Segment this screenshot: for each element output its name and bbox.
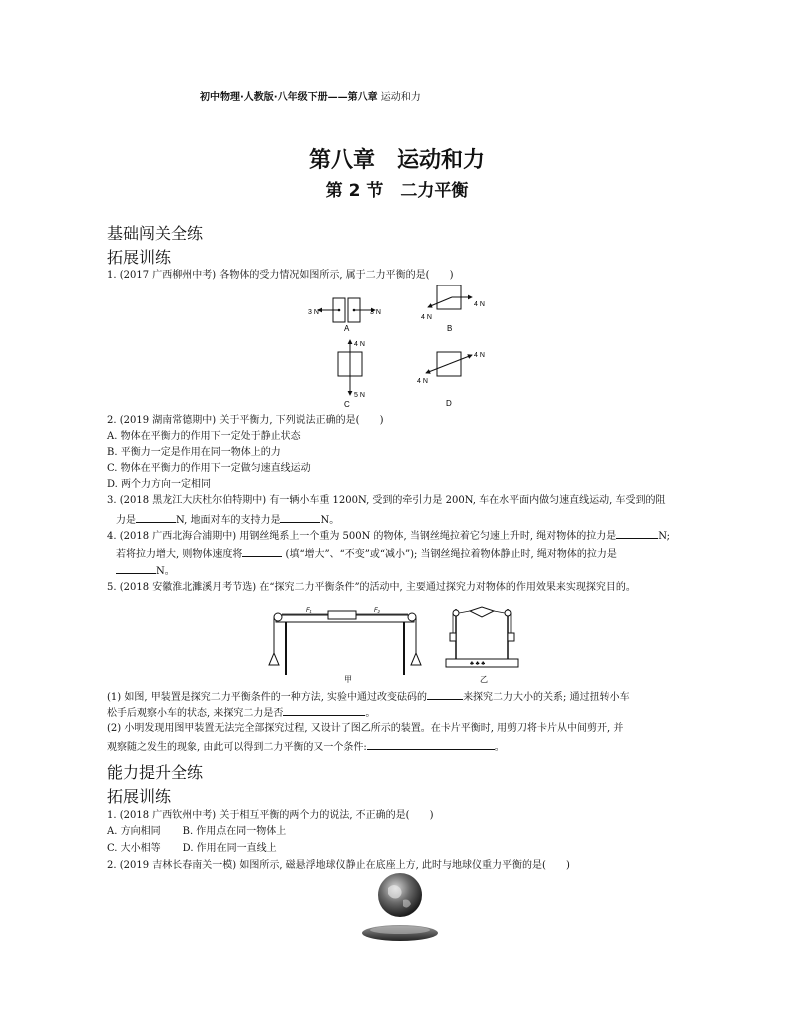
q4-line1: 4. (2018 广西北海合浦期中) 用钢丝绳系上一个重为 500N 的物体, 当钢丝绳拉着它匀速上升时, 绳对物体的拉力是 N; <box>107 528 670 544</box>
q5-text: 5. (2018 安徽淮北濉溪月考节选) 在“探究二力平衡条件”的活动中, 主要通过探究力对物体的作用效果来实现探究目的。 <box>107 582 636 593</box>
part2-subtitle: 拓展训练 <box>107 787 172 806</box>
header-prefix: 初中物理·人教版·八年级下册——第八章 <box>200 92 378 103</box>
q5-blank-2[interactable] <box>283 705 365 716</box>
q5-figure-yi <box>438 603 528 683</box>
maglev-globe-image <box>355 870 445 945</box>
q5-figure-jia <box>268 603 428 683</box>
d-right-force: 4 N <box>474 352 485 359</box>
part1-subtitle: 拓展训练 <box>107 248 172 267</box>
q2-option-c: C. 物体在平衡力的作用下一定做匀速直线运动 <box>107 463 311 474</box>
page-header <box>200 88 421 103</box>
svg-text:♣ ♣ ♣: ♣ ♣ ♣ <box>470 661 486 667</box>
figure-c <box>338 340 365 409</box>
q5-part1-line1: (1) 如图, 甲装置是探究二力平衡条件的一种方法, 实验中通过改变砝码的 来探究二力大小的关系; 通过扭转小车 <box>107 689 630 705</box>
figure-d <box>417 352 485 408</box>
q3-line2: 力是 N, 地面对车的支持力是 N。 <box>116 512 339 528</box>
header-suffix: 运动和力 <box>377 92 421 103</box>
figure-yi-label: 乙 <box>480 675 488 683</box>
q3-blank-1[interactable] <box>136 512 176 523</box>
a-left-force: 3 N <box>308 309 319 316</box>
q5-part1-line2: 松手后观察小车的状态, 来探究二力是否 。 <box>107 705 375 721</box>
label-a: A <box>344 324 350 333</box>
r1-options-row2: C. 大小相等 D. 作用在同一直线上 <box>107 843 277 854</box>
d-left-force: 4 N <box>417 378 428 385</box>
figure-jia-label: 甲 <box>344 675 352 683</box>
r2-text: 2. (2019 吉林长春南关一模) 如图所示, 磁悬浮地球仪静止在底座上方, 此时与地球仪重力平衡的是( ) <box>107 860 570 871</box>
q1-force-diagram <box>300 285 500 410</box>
q4-blank-2[interactable] <box>242 546 282 557</box>
q5-blank-1[interactable] <box>427 689 463 700</box>
c-top-force: 4 N <box>354 341 365 348</box>
force-f1: F₁ <box>306 608 312 614</box>
label-b: B <box>447 324 453 333</box>
figure-b <box>421 285 485 333</box>
section-title: 第 2 节 二力平衡 <box>325 181 469 201</box>
q4-line3: N。 <box>116 563 175 579</box>
q3-line1: 3. (2018 黑龙江大庆杜尔伯特期中) 有一辆小车重 1200N, 受到的牵引力是 200N, 车在水平面内做匀速直线运动, 车受到的阻 <box>107 495 666 506</box>
part2-title: 能力提升全练 <box>107 763 204 782</box>
chapter-title: 第八章 运动和力 <box>308 148 485 173</box>
q1-text: 1. (2017 广西柳州中考) 各物体的受力情况如图所示, 属于二力平衡的是( ) <box>107 270 454 281</box>
q4-line2: 若将拉力增大, 则物体速度将 (填“增大”、“不变”或“减小”); 当钢丝绳拉着物体静止时, 绳对物体的拉力是 <box>116 546 617 562</box>
b-left-force: 4 N <box>421 314 432 321</box>
q5-part2-line2: 观察随之发生的现象, 由此可以得到二力平衡的又一个条件: 。 <box>107 739 505 755</box>
q2-option-d: D. 两个力方向一定相同 <box>107 479 212 490</box>
q2-option-a: A. 物体在平衡力的作用下一定处于静止状态 <box>107 431 301 442</box>
label-c: C <box>344 400 350 409</box>
part1-title: 基础闯关全练 <box>107 224 204 243</box>
c-bottom-force: 5 N <box>354 392 365 399</box>
q2-text: 2. (2019 湖南常德期中) 关于平衡力, 下列说法正确的是( ) <box>107 415 384 426</box>
q5-blank-3[interactable] <box>367 739 495 750</box>
q3-blank-2[interactable] <box>280 512 320 523</box>
r1-options-row1: A. 方向相同 B. 作用点在同一物体上 <box>107 826 287 837</box>
label-d: D <box>446 399 452 408</box>
q2-option-b: B. 平衡力一定是作用在同一物体上的力 <box>107 447 281 458</box>
q5-part2-line1: (2) 小明发现用图甲装置无法完全部探究过程, 又设计了图乙所示的装置。在卡片平衡时, 用剪刀将卡片从中间剪开, 并 <box>107 723 624 734</box>
force-f2: F₂ <box>374 608 380 614</box>
r1-text: 1. (2018 广西钦州中考) 关于相互平衡的两个力的说法, 不正确的是( ) <box>107 810 434 821</box>
b-right-force: 4 N <box>474 301 485 308</box>
figure-a <box>308 298 381 333</box>
q4-blank-3[interactable] <box>116 563 156 574</box>
q4-blank-1[interactable] <box>616 528 658 539</box>
a-right-force: 3 N <box>370 309 381 316</box>
